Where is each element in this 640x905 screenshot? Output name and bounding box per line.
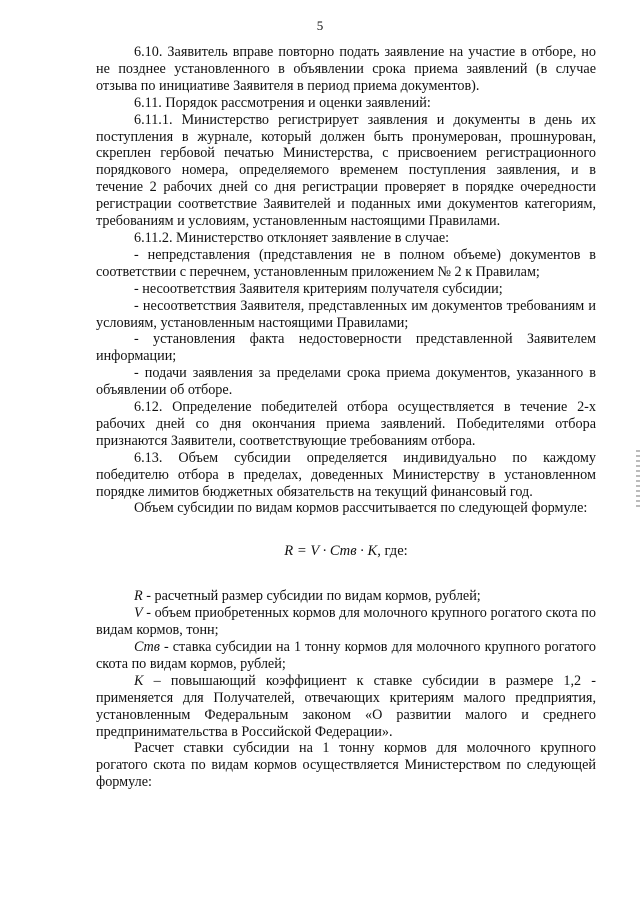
variable-symbol: K (134, 672, 144, 689)
definition-v (96, 605, 596, 639)
variable-symbol: Cтв (134, 639, 160, 655)
variable-description: - объем приобретенных кормов для молочного крупного рогатого скота по видам кормов, тонн; (96, 605, 596, 639)
formula-intro: Объем субсидии по видам кормов рассчитывается по следующей формуле: (134, 500, 588, 517)
variable-description: – повышающий коэффициент к ставке субсидии в размере 1,2 - применяется для Получателей, отвечающих критериям малого предприятия, установленным Федеральным законом «О развитии малого и среднего предпринимательства в Российской Федерации». (96, 672, 596, 740)
formula-expression: R = V · Cтв · K (284, 543, 378, 560)
rate-calculation-intro: Расчет ставки субсидии на 1 тонну кормов для молочного крупного рогатого скота по видам кормов осуществляется Министерством по следующей формуле: (96, 740, 596, 791)
formula-suffix: , где: (377, 543, 408, 560)
clause-6-11: 6.11. Порядок рассмотрения и оценки заявлений: (134, 94, 431, 111)
definition-r (96, 588, 596, 605)
clause-6-11-1: 6.11.1. Министерство регистрирует заявления и документы в день их поступления в журнале, который должен быть пронумерован, прошнурован, скреплен гербовой печатью Министерства, с присвоением регистрационного порядкового номера, определяемого временем поступления заявления, и в течение 2 рабочих дней со дня регистрации проверяет в порядке очередности регистрации соответствие Заявителей и поданных ими документов категориям, требованиям и условиям, установленным настоящими Правилами. (96, 111, 596, 230)
scan-edge-mark (636, 450, 640, 510)
variable-symbol: V (134, 605, 143, 622)
clause-6-11-2: 6.11.2. Министерство отклоняет заявление в случае: (134, 229, 450, 246)
clause-6-13: 6.13. Объем субсидии определяется индивидуально по каждому победителю отбора в пределах, доведенных Министерству в установленном порядке лимитов бюджетных обязательств на текущий финансовый год. (96, 449, 596, 500)
rejection-reason-item: - несоответствия Заявителя критериям получателя субсидии; (134, 280, 503, 297)
rejection-reason-item: - подачи заявления за пределами срока приема документов, указанного в объявлении об отборе. (96, 365, 596, 399)
rejection-reason-item: - непредставления (представления не в полном объеме) документов в соответствии с перечнем, установленным приложением № 2 к Правилам; (96, 246, 596, 280)
definition-k (96, 673, 596, 741)
rejection-reason-item: - установления факта недостоверности представленной Заявителем информации; (96, 331, 596, 365)
variable-symbol: R (134, 588, 143, 605)
variable-description: - ставка субсидии на 1 тонну кормов для молочного крупного рогатого скота по видам кормов, рублей; (96, 639, 596, 672)
rejection-reason-item: - несоответствия Заявителя, представленных им документов требованиям и условиям, установленным настоящими Правилами; (96, 297, 596, 331)
subsidy-formula (96, 543, 596, 560)
definition-rate (96, 639, 596, 673)
clause-6-10: 6.10. Заявитель вправе повторно подать заявление на участие в отборе, но не позднее установленного в объявлении срока приема заявлений (в случае отзыва по инициативе Заявителя в период приема документов). (96, 44, 596, 94)
clause-6-12: 6.12. Определение победителей отбора осуществляется в течение 2-х рабочих дней со дня окончания приема заявлений. Победителями отбора признаются Заявители, соответствующие требованиям отбора. (96, 399, 596, 449)
page-number: 5 (316, 18, 324, 33)
document-body (96, 44, 596, 791)
variable-description: - расчетный размер субсидии по видам кормов, рублей; (142, 588, 481, 605)
